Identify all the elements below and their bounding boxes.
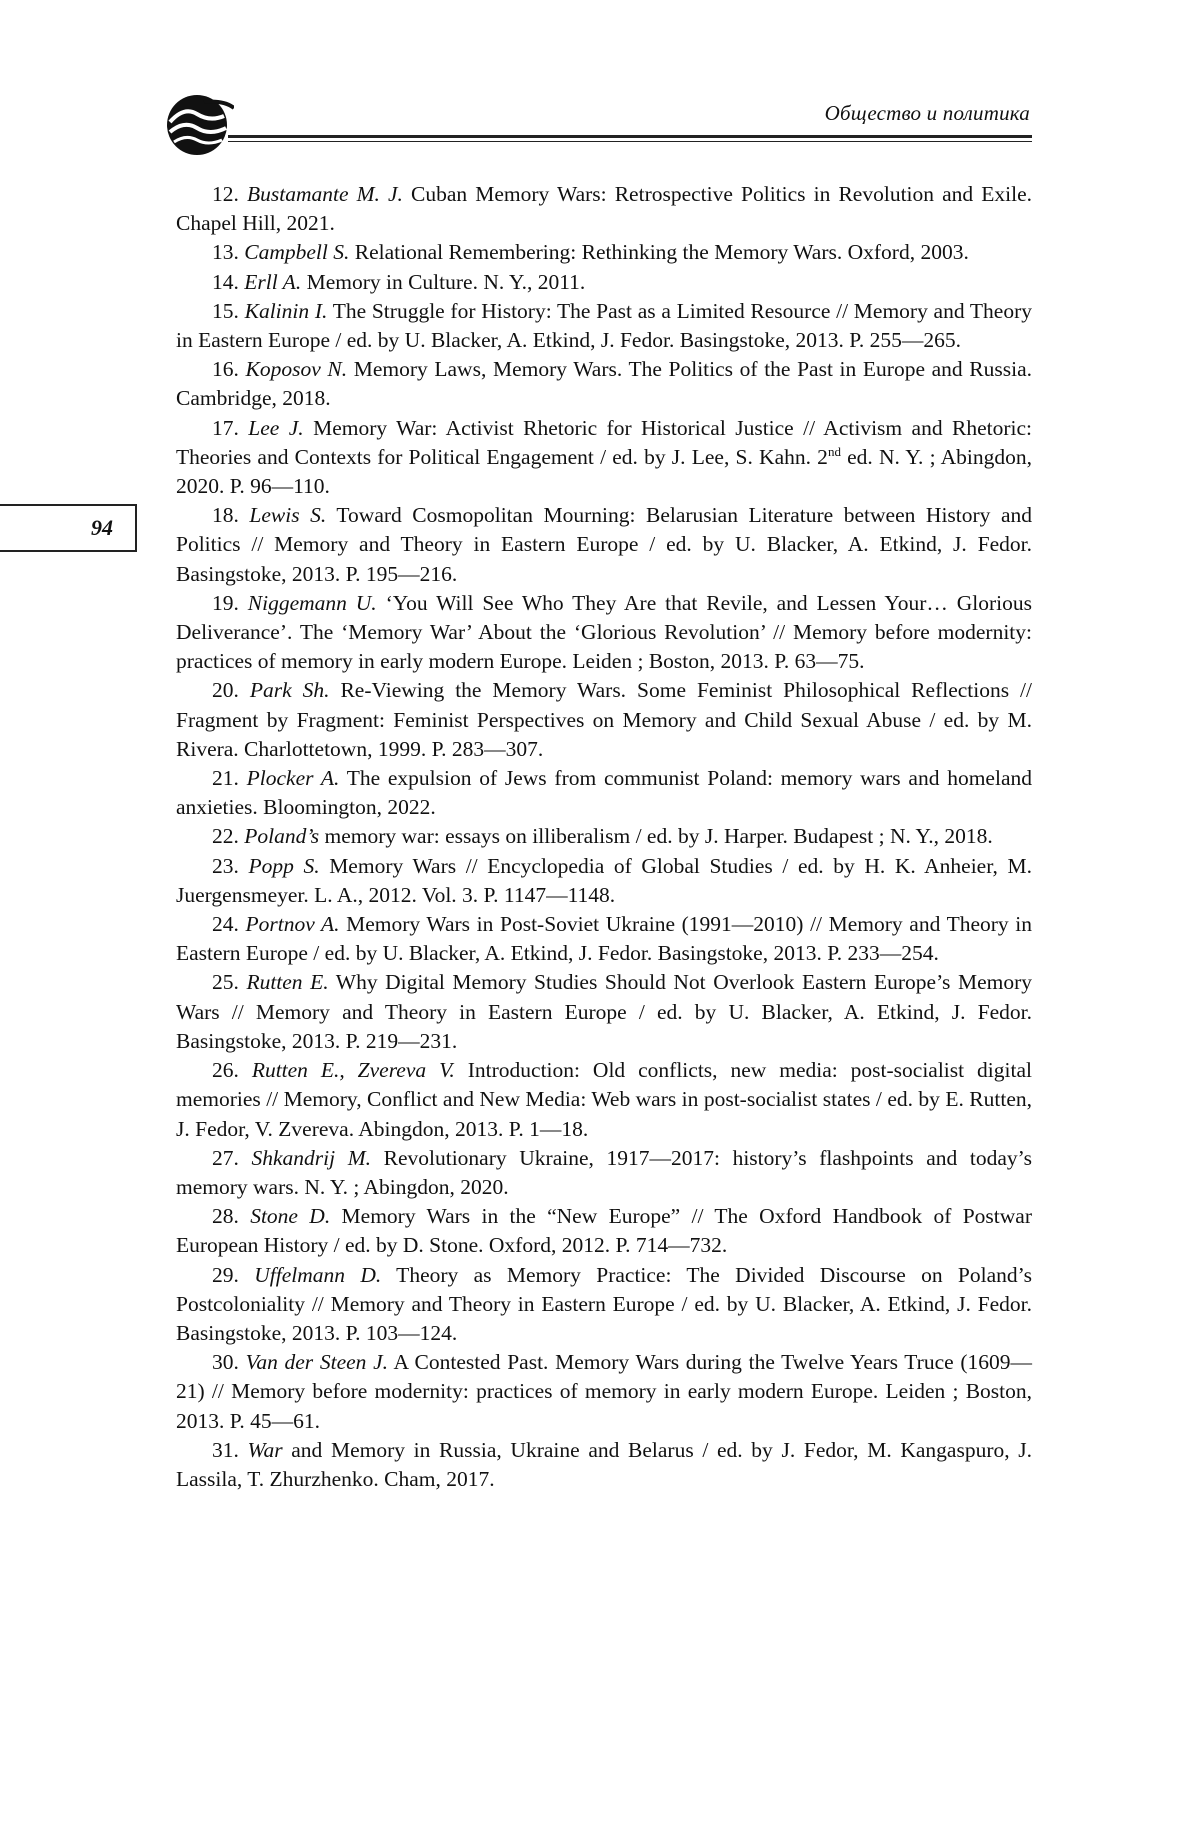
reference-number: 16. (212, 357, 239, 382)
reference-text: Re-Viewing the Memory Wars. Some Feminist Philosophical Reflections // Fragment by Fragment: Feminist Perspectives on Memory and Child Sexual Abuse / ed. by M. Rivera. Charlottetown, 1999. P. 283—307. (176, 678, 1033, 761)
reference-item (176, 355, 1032, 413)
reference-text: Memory War: Activist Rhetoric for Historical Justice // Activism and Rhetoric: Theories and Contexts for Political Engagement / ed. by J. Lee, S. Kahn. 2 (176, 415, 1033, 469)
reference-item (176, 1348, 1032, 1436)
reference-author: Lewis S. (249, 503, 327, 528)
reference-item (176, 910, 1032, 968)
reference-number: 14. (212, 269, 239, 294)
reference-number: 25. (212, 970, 239, 995)
reference-author: Niggemann U. (247, 590, 377, 615)
reference-author: War (247, 1437, 283, 1462)
reference-number: 28. (212, 1204, 239, 1229)
header-rule-thin (228, 141, 1032, 142)
reference-author: Uffelmann D. (254, 1262, 382, 1287)
reference-author: Stone D. (250, 1204, 331, 1229)
reference-text: Memory Wars in Post-Soviet Ukraine (1991—2010) // Memory and Theory in Eastern Europe / ed. by U. Blacker, A. Etkind, J. Fedor. Basingstoke, 2013. P. 233—254. (176, 912, 1033, 966)
reference-number: 19. (212, 590, 239, 615)
reference-text: Memory in Culture. N. Y., 2011. (301, 269, 586, 294)
reference-item (176, 822, 1032, 851)
reference-number: 17. (212, 415, 239, 440)
header-rule (228, 135, 1032, 138)
reference-text: Memory Wars in the “New Europe” // The Oxford Handbook of Postwar European History / ed. by D. Stone. Oxford, 2012. P. 714—732. (176, 1204, 1033, 1258)
reference-author: Popp S. (248, 853, 320, 878)
reference-number: 24. (212, 912, 239, 937)
reference-author: Plocker A. (246, 766, 340, 791)
reference-item (176, 676, 1032, 764)
reference-author: Erll A. (244, 269, 302, 294)
reference-item (176, 764, 1032, 822)
reference-author: Lee J. (248, 415, 304, 440)
reference-number: 20. (212, 678, 239, 703)
reference-author: Poland’s (244, 824, 320, 849)
running-header: Общество и политика (824, 101, 1030, 125)
reference-item (176, 589, 1032, 677)
reference-number: 31. (212, 1437, 239, 1462)
reference-author: Bustamante M. J. (246, 182, 403, 206)
reference-number: 22. (212, 824, 239, 849)
reference-item (176, 414, 1032, 502)
page-number-tab (0, 504, 137, 552)
reference-text: Memory Laws, Memory Wars. The Politics of the Past in Europe and Russia. Cambridge, 2018. (176, 357, 1032, 411)
journal-logo-icon (164, 92, 234, 158)
reference-text: ‘You Will See Who They Are that Revile, and Lessen Your… Glorious Deliverance’. The ‘Memory War’ About the ‘Glorious Revolution’ // Memory before modernity: practices of memory in early modern Europe. Leiden ; Boston, 2013. P. 63—75. (176, 590, 1032, 674)
reference-text-continued: ed. N. Y. ; Abingdon, 2020. P. 96—110. (176, 444, 1032, 499)
reference-author: Rutten E., Zvereva V. (251, 1058, 455, 1083)
reference-text: Why Digital Memory Studies Should Not Overlook Eastern Europe’s Memory Wars // Memory and Theory in Eastern Europe / ed. by U. Blacker, A. Etkind, J. Fedor. Basingstoke, 2013. P. 219—231. (176, 970, 1033, 1053)
reference-text: memory war: essays on illiberalism / ed. by J. Harper. Budapest ; N. Y., 2018. (319, 824, 993, 849)
reference-number: 13. (212, 240, 239, 265)
reference-item (176, 1202, 1032, 1260)
reference-item (176, 1144, 1032, 1202)
reference-number: 18. (212, 503, 239, 528)
reference-number: 26. (212, 1058, 239, 1083)
reference-number: 15. (212, 298, 239, 323)
reference-number: 29. (212, 1262, 239, 1287)
reference-item (176, 852, 1032, 910)
reference-author: Kalinin I. (244, 298, 328, 323)
reference-item (176, 238, 1032, 267)
reference-text: The Struggle for History: The Past as a Limited Resource // Memory and Theory in Eastern Europe / ed. by U. Blacker, A. Etkind, J. Fedor. Basingstoke, 2013. P. 255—265. (176, 298, 1033, 353)
reference-number: 23. (212, 853, 239, 878)
reference-item (176, 1261, 1032, 1349)
reference-author: Campbell S. (244, 240, 350, 265)
reference-item (176, 297, 1032, 355)
reference-text: Memory Wars // Encyclopedia of Global Studies / ed. by H. K. Anheier, M. Juergensmeyer. L. A., 2012. Vol. 3. P. 1147—1148. (176, 853, 1032, 907)
page-number: 94 (91, 515, 113, 540)
reference-number: 21. (212, 766, 239, 791)
reference-item (176, 268, 1032, 297)
reference-text: Cuban Memory Wars: Retrospective Politics in Revolution and Exile. Chapel Hill, 2021. (176, 182, 1033, 236)
reference-item (176, 1436, 1032, 1494)
reference-item (176, 180, 1032, 238)
reference-text: Theory as Memory Practice: The Divided Discourse on Poland’s Postcoloniality // Memory and Theory in Eastern Europe / ed. by U. Blacker, A. Etkind, J. Fedor. Basingstoke, 2013. P. 103—124. (176, 1262, 1032, 1345)
reference-list (176, 180, 1032, 1494)
reference-author: Koposov N. (245, 357, 348, 382)
reference-text: Relational Remembering: Rethinking the Memory Wars. Oxford, 2003. (349, 240, 969, 265)
reference-item (176, 1056, 1032, 1144)
reference-text: Toward Cosmopolitan Mourning: Belarusian Literature between History and Politics // Memory and Theory in Eastern Europe / ed. by U. Blacker, A. Etkind, J. Fedor. Basingstoke, 2013. P. 195—216. (176, 503, 1033, 586)
reference-item (176, 501, 1032, 589)
reference-number: 30. (212, 1350, 239, 1375)
reference-number: 27. (212, 1145, 239, 1170)
reference-author: Rutten E. (246, 970, 329, 995)
reference-text: Introduction: Old conflicts, new media: post-socialist digital memories // Memory, Conflict and New Media: Web wars in post-socialist states / ed. by E. Rutten, J. Fedor, V. Zvereva. Abingdon, 2013. P. 1—18. (176, 1058, 1032, 1141)
reference-text: The expulsion of Jews from communist Poland: memory wars and homeland anxieties. Bloomington, 2022. (176, 766, 1032, 820)
reference-author: Park Sh. (249, 678, 330, 703)
reference-author: Shkandrij M. (251, 1145, 372, 1170)
reference-text: A Contested Past. Memory Wars during the Twelve Years Truce (1609—21) // Memory before modernity: practices of memory in early modern Europe. Leiden ; Boston, 2013. P. 45—61. (176, 1350, 1033, 1433)
reference-text: and Memory in Russia, Ukraine and Belarus / ed. by J. Fedor, M. Kangaspuro, J. Lassila, T. Zhurzhenko. Cham, 2017. (176, 1437, 1033, 1491)
reference-item (176, 968, 1032, 1056)
reference-superscript: nd (827, 443, 841, 459)
reference-author: Van der Steen J. (245, 1350, 389, 1375)
reference-number: 12. (212, 182, 239, 206)
reference-text: Revolutionary Ukraine, 1917—2017: history’s flashpoints and today’s memory wars. N. Y. ; Abingdon, 2020. (176, 1145, 1032, 1199)
reference-author: Portnov A. (245, 912, 340, 937)
